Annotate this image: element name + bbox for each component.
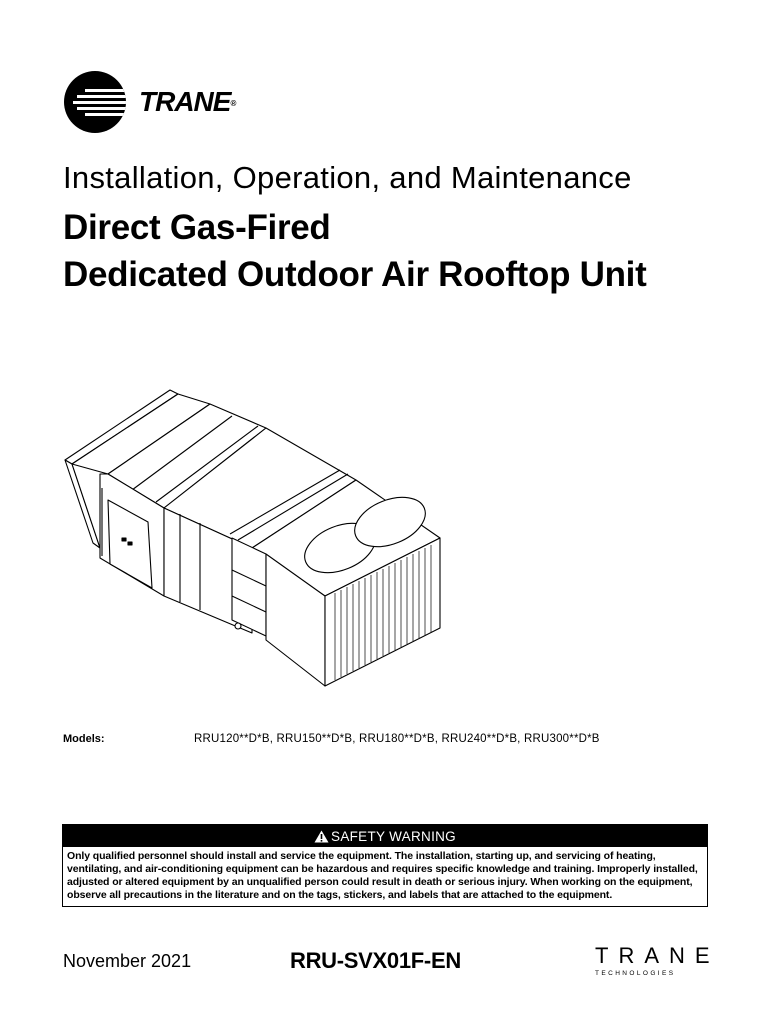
trane-technologies-wordmark: TRANE — [595, 943, 720, 968]
safety-warning-box — [62, 824, 708, 907]
trane-technologies-subtext: TECHNOLOGIES — [595, 970, 676, 977]
safety-warning-header — [63, 825, 707, 847]
trane-circle-logo-icon — [63, 70, 127, 134]
models-value: RRU120**D*B, RRU150**D*B, RRU180**D*B, RRU240**D*B, RRU300**D*B — [194, 733, 600, 745]
models-label: Models: — [63, 733, 105, 745]
trane-technologies-logo — [595, 943, 720, 981]
safety-warning-heading: SAFETY WARNING — [331, 828, 456, 844]
publication-date: November 2021 — [63, 951, 192, 971]
trane-wordmark: TRANE® — [139, 86, 236, 117]
safety-warning-text: Only qualified personnel should install and service the equipment. The installation, starting up, and servicing of heating, ventilating, and air-conditioning equipment can be hazardous and requires specific knowledge and training. Improperly installed, adjusted or altered equipment by an unqualified person could result in death or serious injury. When working on the equipment, observe all precautions in the literature and on the tags, stickers, and labels that are attached to the equipment. — [67, 850, 698, 901]
rooftop-unit-illustration — [60, 388, 450, 693]
trane-logo — [63, 70, 263, 134]
warning-triangle-icon — [314, 830, 329, 843]
document-number: RRU-SVX01F-EN — [290, 948, 461, 973]
document-type: Installation, Operation, and Maintenance — [63, 160, 632, 195]
document-title-line2: Dedicated Outdoor Air Rooftop Unit — [63, 255, 647, 294]
document-title-line1: Direct Gas-Fired — [63, 208, 331, 247]
